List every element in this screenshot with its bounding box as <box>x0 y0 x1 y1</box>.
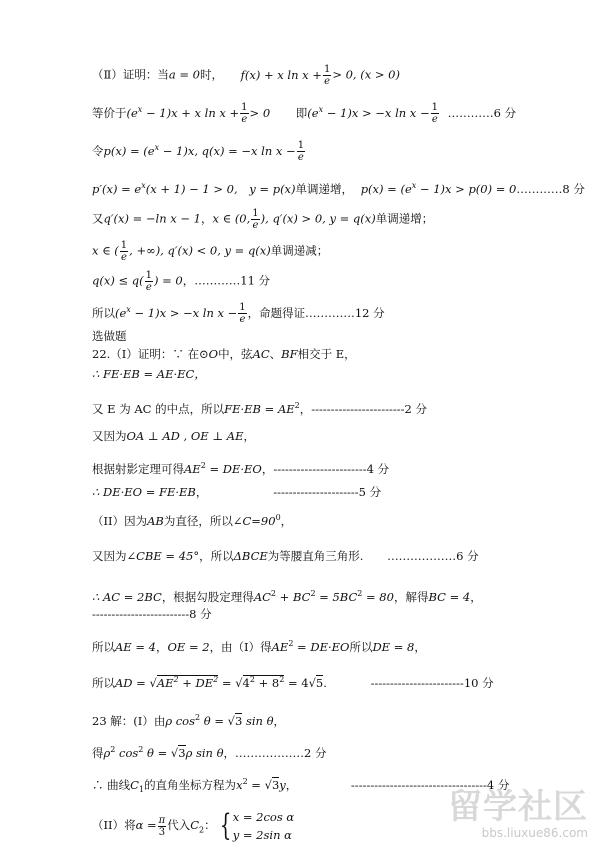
watermark <box>448 779 588 840</box>
score: ，…………11 分 <box>182 273 271 288</box>
proof-line-8: 所以$(e^x - 1)x > -x$ ln x − $\frac{1}{e}$ ，命题得证.…………12 分 <box>92 302 385 326</box>
score: -------------------------8 分 <box>92 607 212 621</box>
score: ------------------------10 分 <box>370 675 494 690</box>
proof-line-14: 根据射影定理可得$AE^2 = DE\cdot EO$，------------------------4 分 <box>92 461 390 476</box>
fraction: $\frac{1}{e}$ <box>323 64 331 87</box>
system-brace: { <box>219 808 231 843</box>
score: …………8 分 <box>516 181 585 196</box>
proof-line-11: ∴ FE·EB = AE·EC， <box>92 367 206 381</box>
score: ， ----------------------5 分 <box>195 485 382 499</box>
score: ，------------------------2 分 <box>299 401 427 416</box>
proof-line-19 <box>92 606 212 622</box>
score: ………………6 分 <box>387 549 479 563</box>
proof-line-10: 22.（I）证明：∵ 在⊙O中，弦AC、BF相交于 E， <box>92 347 356 361</box>
score: …………6 分 <box>447 105 517 120</box>
watermark-logo: 留学社区 <box>448 787 588 827</box>
proof-line-2: 等价于$(e^x - 1)x + x$ ln x + $\frac{1}{e}$ > 0 即$(e^x - 1)x > -x$ ln x − $\frac{1}{e}$ …………6 分 <box>92 102 517 126</box>
equation-system: x = 2cos α y = 2sin α <box>232 810 295 842</box>
proof-line-17: 又因为∠CBE = 45°，所以ΔBCE为等腰直角三角形. ………………6 分 <box>92 549 479 563</box>
proof-line-13: 又因为OA ⊥ AD , OE ⊥ AE， <box>92 429 255 443</box>
proof-line-25: （II）将α = $\frac{\pi}{3}$ 代入$C_2$： { x = 2cos α y = 2sin α <box>92 808 295 843</box>
proof-line-24: ∴ 曲线$C_1$的直角坐标方程为$x^2 = √3y$， -----------------------------------4 分 <box>92 777 510 795</box>
proof-line-12: 又 E 为 AC 的中点，所以$FE\cdot EB = AE^2$，------------------------2 分 <box>92 401 427 416</box>
proof-line-6: x ∈ ( $\frac{1}{e}$ , +∞), q′(x) < 0, y = q(x)单调递减； <box>92 240 329 263</box>
proof-line-16: （II）因为AB为直径，所以$\angle C=90^0$， <box>92 513 293 528</box>
proof-line-18: ∴ AC = 2BC，根据勾股定理得$AC^2 + BC^2 = 5BC^2 = 80$，解得BC = 4， <box>92 589 482 604</box>
proof-line-1: （Ⅱ）证明：当a = 0时， f(x) + x ln x + $\frac{1}{e}$ > 0, (x > 0) <box>92 64 400 87</box>
proof-line-22: 23 解：(I）由ρ $\cos^2 \theta = √3$ sin θ， <box>92 713 286 728</box>
score: ，------------------------4 分 <box>261 461 390 476</box>
score: -----------------------------------4 分 <box>350 777 510 792</box>
proof-line-20: 所以AE = 4，OE = 2，由（I）得$AE^2 = DE\cdot EO$所以DE = 8， <box>92 639 426 654</box>
watermark-url: bbs.liuxue86.com <box>481 826 588 840</box>
proof-line-4: $p'(x) = e^x(x + 1) - 1 > 0$, y = p(x)单调递增， $p(x) = (e^x - 1)x > p(0)$ = 0…………8 分 <box>92 181 585 196</box>
proof-line-23: 得$\rho^2$ $\cos^2 \theta = √3\rho$ sin θ，………………2 分 <box>92 745 327 760</box>
proof-line-5: 又q′(x) = −ln x − 1，x ∈ (0, $\frac{1}{e}$ ), q′(x) > 0, y = q(x)单调递增； <box>92 208 434 231</box>
score: ，………………2 分 <box>223 745 327 760</box>
proof-line-15: ∴ DE·EO = FE·EB， ----------------------5 分 <box>92 485 382 499</box>
section-heading: 选做题 <box>92 329 127 343</box>
proof-line-7: q(x) ≤ q( $\frac{1}{e}$ ) = 0，…………11 分 <box>92 270 271 293</box>
proof-line-3: 令$p(x) = (e^x - 1)x$, q(x) = −x ln x − $\frac{1}{e}$ <box>92 140 305 164</box>
proof-line-21: 所以AD = $√AE^2 + DE^2 = √4^2 + 8^2 = 4√5$. ------------------------10 分 <box>92 675 494 690</box>
